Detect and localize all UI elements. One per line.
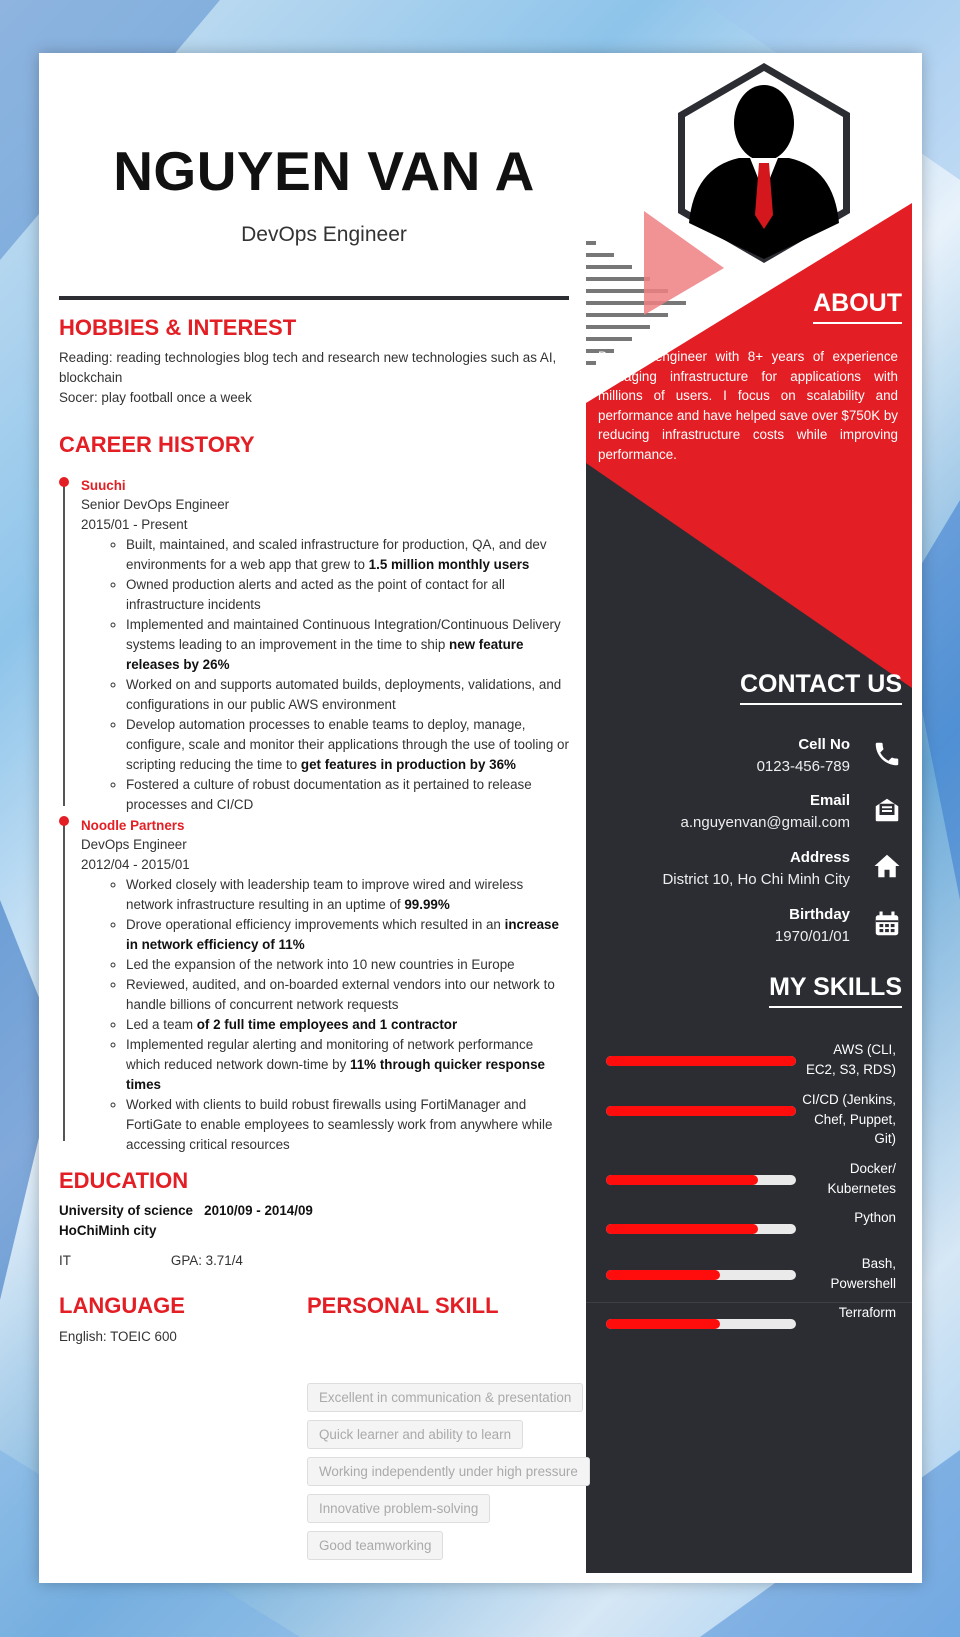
contact-address — [570, 847, 850, 891]
skill-bar-fill — [606, 1270, 720, 1280]
major: IT — [59, 1253, 71, 1268]
hobby-line: Reading: reading technologies blog tech and research new technologies such as AI, blockchain — [59, 350, 557, 385]
language-text: English: TOEIC 600 — [59, 1329, 177, 1344]
career-title: CAREER HISTORY — [59, 432, 255, 457]
education-details — [59, 1201, 569, 1271]
job-bullet: ◦ Led the expansion of the network into 10 new countries in Europe — [126, 955, 571, 975]
skill-label: AWS (CLI, EC2, S3, RDS) — [805, 1042, 896, 1077]
school-period: 2010/09 - 2014/09 — [204, 1203, 313, 1218]
skill-bar-fill — [606, 1224, 758, 1234]
job-bullet: ◦ Drove operational efficiency improvements which resulted in an increase in network efficiency of 11% — [126, 915, 571, 955]
home-icon — [872, 851, 902, 881]
skill-bar — [606, 1175, 796, 1185]
contact-value[interactable]: 0123-456-789 — [756, 758, 850, 775]
about-title: ABOUT — [813, 289, 902, 324]
contact-title: CONTACT US — [740, 670, 902, 705]
job-bullet: ◦ Implemented and maintained Continuous Integration/Continuous Delivery systems leading to an improvement in the time to ship new feature releases by 26% — [126, 615, 571, 675]
contact-label: Birthday — [789, 906, 850, 923]
contact-label: Cell No — [798, 736, 850, 753]
skill-bar-fill — [606, 1319, 720, 1329]
job-bullets — [81, 875, 571, 1155]
job-bullets — [81, 535, 571, 815]
skill-tag: Working independently under high pressure — [307, 1457, 590, 1486]
skill-bar — [606, 1056, 796, 1066]
header-divider — [59, 296, 569, 300]
job-company: Suuchi — [81, 478, 126, 493]
hobbies-title: HOBBIES & INTEREST — [59, 315, 297, 340]
hobby-line: Socer: play football once a week — [59, 390, 252, 405]
education-title: EDUCATION — [59, 1168, 189, 1193]
job-period: 2012/04 - 2015/01 — [81, 857, 190, 872]
person-name: NGUYEN VAN A — [113, 140, 535, 202]
skill-label: CI/CD (Jenkins, Chef, Puppet, Git) — [802, 1092, 896, 1146]
skill-tag: Good teamworking — [307, 1531, 443, 1560]
job-bullet: ◦ Worked on and supports automated builds, deployments, validations, and configurations in our public AWS environment — [126, 675, 571, 715]
skill-bar — [606, 1270, 796, 1280]
timeline-line — [63, 481, 65, 806]
gpa: GPA: 3.71/4 — [170, 1253, 243, 1268]
skill-bar-fill — [606, 1106, 796, 1116]
skill-tag: Quick learner and ability to learn — [307, 1420, 523, 1449]
skill-label: Bash, Powershell — [830, 1256, 896, 1291]
avatar — [678, 63, 850, 263]
contact-value: 1970/01/01 — [774, 928, 850, 945]
envelope-icon — [872, 795, 902, 825]
skill-label: Terraform — [838, 1305, 896, 1320]
divider — [586, 1302, 912, 1303]
contact-birthday — [570, 904, 850, 948]
skill-bar — [606, 1224, 796, 1234]
job-bullet: ◦ Reviewed, audited, and on-boarded external vendors into our network to handle billions of concurrent network requests — [126, 975, 571, 1015]
skill-bar — [606, 1106, 796, 1116]
timeline-dot — [59, 816, 69, 826]
job-period: 2015/01 - Present — [81, 517, 188, 532]
right-sidebar — [586, 53, 912, 1583]
job-bullet: ◦ Led a team of 2 full time employees and 1 contractor — [126, 1015, 571, 1035]
personal-skill-title: PERSONAL SKILL — [307, 1293, 499, 1318]
job-entry — [81, 476, 571, 815]
about-text: DevOps engineer with 8+ years of experience managing infrastructure for applications with millions of users. I focus on scalability and performance and have helped save over $750K by reducing infrastructure costs while improving performance. — [598, 349, 899, 462]
language-title: LANGUAGE — [59, 1293, 185, 1318]
skill-label: Docker/ Kubernetes — [827, 1161, 896, 1196]
skills-title: MY SKILLS — [769, 973, 902, 1008]
contact-value: District 10, Ho Chi Minh City — [662, 871, 850, 888]
hobbies-text — [59, 348, 569, 408]
timeline-dot — [59, 477, 69, 487]
school-city: HoChiMinh city — [59, 1223, 157, 1238]
timeline-line — [63, 821, 65, 1141]
skill-bar-fill — [606, 1175, 758, 1185]
skill-tag: Excellent in communication & presentation — [307, 1383, 583, 1412]
contact-cell — [570, 734, 850, 778]
calendar-icon — [872, 909, 902, 939]
contact-value[interactable]: a.nguyenvan@gmail.com — [680, 814, 850, 831]
job-position: Senior DevOps Engineer — [81, 497, 230, 512]
resume-page — [39, 53, 922, 1583]
skill-bar — [606, 1319, 796, 1329]
skill-tag: Innovative problem-solving — [307, 1494, 490, 1523]
person-role: DevOps Engineer — [241, 223, 407, 246]
job-bullet: ◦ Develop automation processes to enable teams to deploy, manage, configure, scale and monitor their applications through the use of tooling or scripting reducing the time to get features in production by 36% — [126, 715, 571, 775]
job-bullet: ◦ Built, maintained, and scaled infrastructure for production, QA, and dev environments for a web app that grew to 1.5 million monthly users — [126, 535, 571, 575]
job-bullet: ◦ Worked closely with leadership team to improve wired and wireless network infrastructure resulting in an uptime of 99.99% — [126, 875, 571, 915]
contact-label: Email — [809, 792, 850, 809]
school-name: University of science — [59, 1203, 193, 1218]
job-bullet: ◦ Owned production alerts and acted as the point of contact for all infrastructure incidents — [126, 575, 571, 615]
job-bullet: ◦ Implemented regular alerting and monitoring of network performance which reduced network down-time by 11% through quicker response times — [126, 1035, 571, 1095]
contact-label: Address — [789, 849, 850, 866]
job-position: DevOps Engineer — [81, 837, 187, 852]
skill-bar-fill — [606, 1056, 796, 1066]
skill-label: Python — [854, 1210, 896, 1225]
phone-icon — [872, 739, 902, 769]
job-company: Noodle Partners — [81, 818, 185, 833]
personal-skill-tags — [307, 1383, 607, 1568]
job-bullet: ◦ Fostered a culture of robust documentation as it pertained to release processes and CI/CD — [126, 775, 571, 815]
job-entry — [81, 816, 571, 1155]
job-bullet: ◦ Worked with clients to build robust firewalls using FortiManager and FortiGate to enable employees to seamlessly work from anywhere while accessing critical resources — [126, 1095, 571, 1155]
contact-email — [570, 790, 850, 834]
